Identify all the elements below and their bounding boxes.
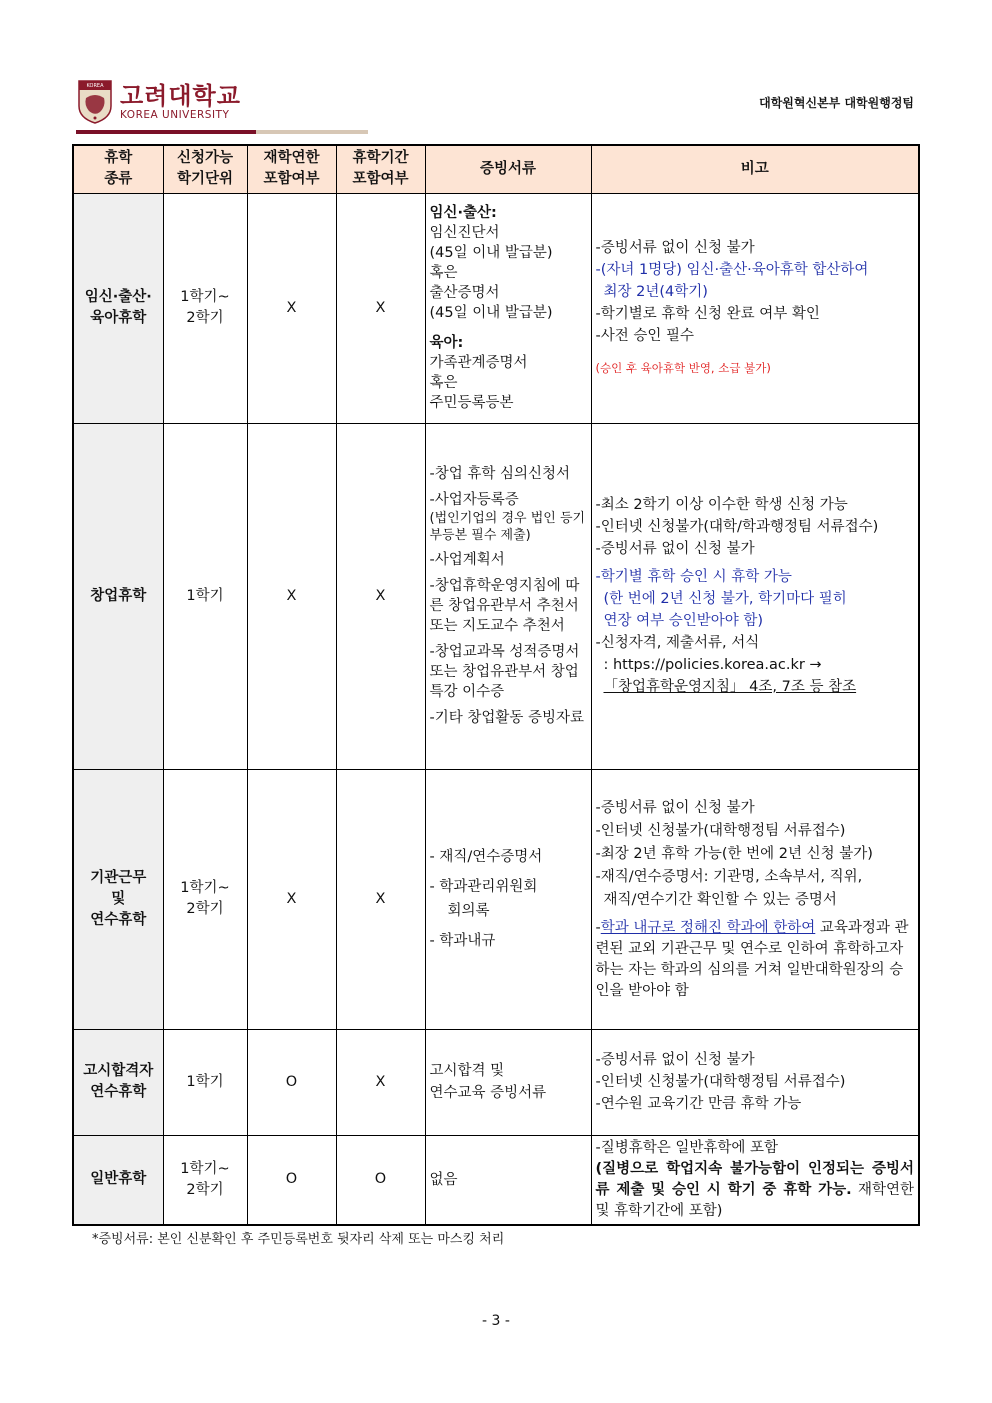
leave-period-included: X [336, 423, 425, 769]
header-unit: 신청가능 학기단위 [163, 145, 247, 193]
semester-unit: 1학기~ 2학기 [163, 193, 247, 423]
logo-english-name: KOREA UNIVERSITY [120, 109, 230, 121]
header-notes: 비고 [591, 145, 919, 193]
leave-type: 고시합격자 연수휴학 [73, 1029, 163, 1135]
department-name: 대학원혁신본부 대학원행정팀 [759, 96, 914, 110]
header-leave-period: 휴학기간 포함여부 [336, 145, 425, 193]
leave-type: 임신·출산· 육아휴학 [73, 193, 163, 423]
table-header-row [73, 145, 919, 193]
enroll-limit-included: X [247, 769, 336, 1029]
page-number: - 3 - [482, 1313, 510, 1329]
enroll-limit-included: X [247, 423, 336, 769]
university-shield-icon [78, 80, 112, 124]
leave-period-included: X [336, 193, 425, 423]
svg-text:KOREA: KOREA [86, 83, 104, 89]
header-type: 휴학 종류 [73, 145, 163, 193]
header-divider-light [256, 130, 368, 134]
leave-type: 일반휴학 [73, 1135, 163, 1225]
footnote: *증빙서류: 본인 신분확인 후 주민등록번호 뒷자리 삭제 또는 마스킹 처리 [92, 1232, 505, 1247]
semester-unit: 1학기~ 2학기 [163, 1135, 247, 1225]
page-header [76, 78, 918, 138]
semester-unit: 1학기 [163, 1029, 247, 1135]
required-documents: - 재직/연수증명서 - 학과관리위원회 회의록 - 학과내규 [425, 769, 591, 1029]
required-documents: 고시합격 및 연수교육 증빙서류 [425, 1029, 591, 1135]
notes: -증빙서류 없이 신청 불가 -인터넷 신청불가(대학행정팀 서류접수) -최장 2년 휴학 가능(한 번에 2년 신청 불가) -재직/연수증명서: 기관명, 소속부서, 직위, 재직/연수기간 확인할 수 있는 증명서 -학과 내규로 정해진 학과에 한하여 교육과정과 관련된 교외 기관근무 및 연수로 인하여 휴학하고자 하는 자는 학과의 심의를 거쳐 일반대학원장의 승인을 받아야 함 [591, 769, 919, 1029]
leave-period-included: X [336, 769, 425, 1029]
table-row [73, 1135, 919, 1225]
policy-url-link[interactable]: : https://policies.korea.ac.kr → [603, 657, 822, 673]
leave-type: 기관근무 및 연수휴학 [73, 769, 163, 1029]
enroll-limit-included: X [247, 193, 336, 423]
policy-reference: 「창업휴학운영지침」 4조, 7조 등 참조 [603, 679, 857, 695]
semester-unit: 1학기 [163, 423, 247, 769]
table-row [73, 1029, 919, 1135]
enroll-limit-included: O [247, 1029, 336, 1135]
header-enroll-limit: 재학연한 포함여부 [247, 145, 336, 193]
enroll-limit-included: O [247, 1135, 336, 1225]
university-logo [78, 80, 241, 124]
table-row [73, 769, 919, 1029]
notes: -최소 2학기 이상 이수한 학생 신청 가능 -인터넷 신청불가(대학/학과행정팀 서류접수) -증빙서류 없이 신청 불가 -학기별 휴학 승인 시 휴학 가능 (한 번에 2년 신청 불가, 학기마다 필히 연장 여부 승인받아야 함) -신청자격, 제출서류, 서식 : https://policies.korea.ac.kr → 「창업휴학운영지침」 4조, 7조 등 참조 [591, 423, 919, 769]
notes: -질병휴학은 일반휴학에 포함 (질병으로 학업지속 불가능함이 인정되는 증빙서류 제출 및 승인 시 학기 중 휴학 가능. 재학연한 및 휴학기간에 포함) [591, 1135, 919, 1225]
header-docs: 증빙서류 [425, 145, 591, 193]
red-notice: (승인 후 육아휴학 반영, 소급 불가) [595, 361, 771, 375]
leave-period-included: X [336, 1029, 425, 1135]
required-documents: 없음 [425, 1135, 591, 1225]
leave-type: 창업휴학 [73, 423, 163, 769]
table-row [73, 193, 919, 423]
required-documents: 임신·출산: 임신진단서 (45일 이내 발급분) 혹은 출산증명서 (45일 이내 발급분) 육아: 가족관계증명서 혹은 주민등록등본 [425, 193, 591, 423]
leave-of-absence-table [72, 144, 920, 1226]
notes: -증빙서류 없이 신청 불가 -(자녀 1명당) 임신·출산·육아휴학 합산하여 최장 2년(4학기) -학기별로 휴학 신청 완료 여부 확인 -사전 승인 필수 (승인 후 육아휴학 반영, 소급 불가) [591, 193, 919, 423]
notes: -증빙서류 없이 신청 불가 -인터넷 신청불가(대학행정팀 서류접수) -연수원 교육기간 만큼 휴학 가능 [591, 1029, 919, 1135]
leave-period-included: O [336, 1135, 425, 1225]
required-documents: -창업 휴학 심의신청서 -사업자등록증 (법인기업의 경우 법인 등기부등본 필수 제출) -사업계획서 -창업휴학운영지침에 따른 창업유관부서 추천서 또는 지도교수 추천서 -창업교과목 성적증명서 또는 창업유관부서 창업특강 이수증 -기타 창업활동 증빙자료 [425, 423, 591, 769]
table-row [73, 423, 919, 769]
semester-unit: 1학기~ 2학기 [163, 769, 247, 1029]
logo-korean-name: 고려대학교 [120, 82, 241, 110]
department-rule-link: 학과 내규로 정해진 학과에 한하여 [600, 919, 816, 936]
header-divider-dark [76, 130, 256, 134]
